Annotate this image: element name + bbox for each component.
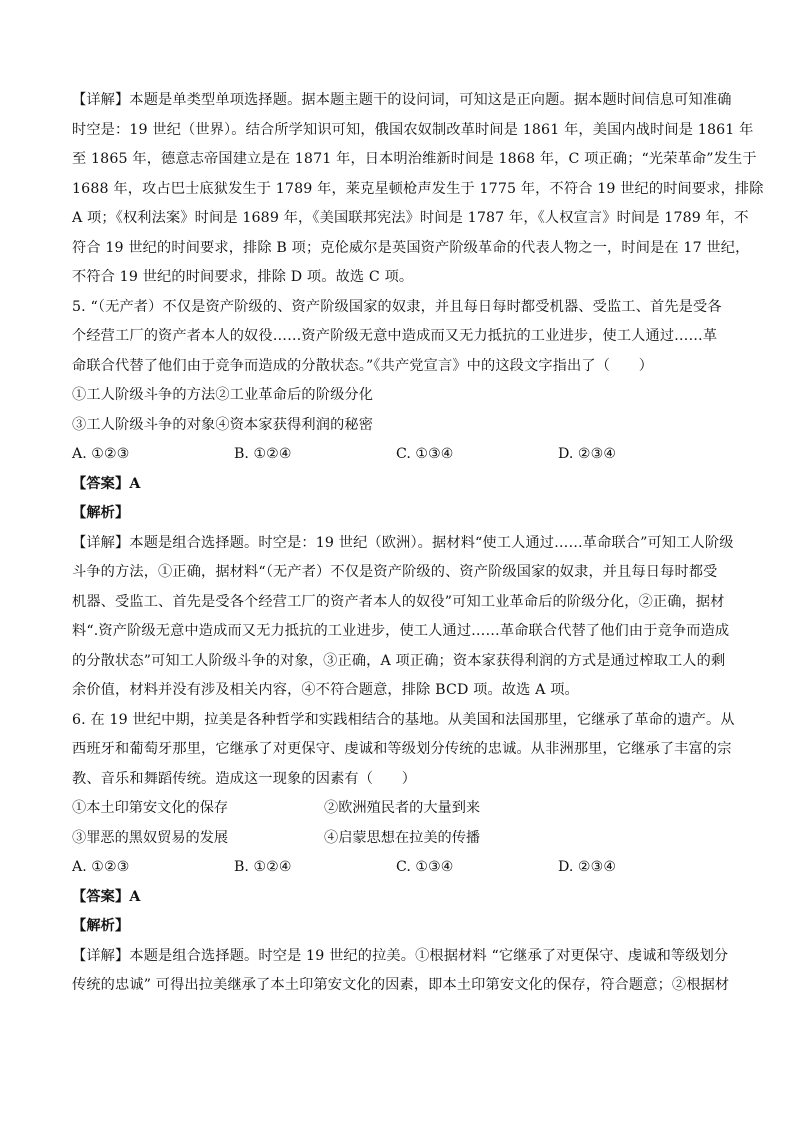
q5-explain-line: 料“.资产阶级无意中造成而又无力抵抗的工业进步，使工人通过……革命联合代替了他们由于竞争而造成 [72, 623, 730, 639]
q5-option-a: A. ①②③ [72, 446, 130, 462]
q6-option-c: C. ①③④ [396, 859, 454, 875]
q5-item-line: ③工人阶级斗争的对象④资本家获得利润的秘密 [72, 416, 374, 433]
q4-explain-line: 不符合 19 世纪的时间要求，排除 D 项。故选 C 项。 [72, 269, 414, 285]
q6-stem-line: 西班牙和葡萄牙那里，它继承了对更保守、虔诚和等级划分传统的忠诚。从非洲那里，它继承了丰富的宗 [72, 741, 732, 757]
q5-option-c: C. ①③④ [396, 446, 454, 462]
q6-options [72, 853, 724, 883]
q4-explain-line: 符合 19 世纪的时间要求，排除 B 项；克伦威尔是英国资产阶级革命的代表人物之一，时间是在 17 世纪， [72, 239, 750, 256]
q4-explain-line: A 项；《权利法案》时间是 1689 年，《美国联邦宪法》时间是 1787 年，《人权宣言》时间是 1789 年，不 [72, 210, 749, 226]
q5-explain-line: 余价值，材料并没有涉及相关内容，④不符合题意，排除 BCD 项。故选 A 项。 [72, 682, 579, 698]
q6-stem-line: 6. 在 19 世纪中期，拉美是各种哲学和实践相结合的基地。从美国和法国那里，它继承了革命的遗产。从 [72, 711, 735, 728]
q5-explain-line: 的分散状态”可知工人阶级斗争的对象，③正确，A 项正确；资本家获得利润的方式是通过榨取工人的剩 [72, 652, 726, 669]
q6-items-row [72, 824, 724, 854]
q6-items-row [72, 794, 724, 824]
q5-explain-line: 机器、受监工、首先是受各个经营工厂的资产者本人的奴役”可知工业革命后的阶级分化，②正确，据材 [72, 593, 725, 610]
q6-explain-line: 传统的忠诚” 可得出拉美继承了本土印第安文化的因素，即本土印第安文化的保存，符合题意；②根据材 [72, 977, 730, 993]
q5-answer: 【答案】A [72, 475, 141, 492]
q6-item: ④启蒙思想在拉美的传播 [324, 829, 481, 846]
q6-option-d: D. ②③④ [558, 859, 617, 875]
q5-explain-line: 斗争的方法，①正确，据材料“（无产者）不仅是资产阶级的、资产阶级国家的奴隶，并且每日每时都受 [72, 564, 718, 580]
q5-stem-line: 命联合代替了他们由于竞争而造成的分散状态。”《共产党宣言》中的这段文字指出了（ ） [72, 357, 654, 374]
q5-options [72, 440, 724, 470]
q5-option-d: D. ②③④ [558, 446, 617, 462]
q4-explain-line: 1688 年，攻占巴士底狱发生于 1789 年，莱克星顿枪声发生于 1775 年，不符合 19 世纪的时间要求，排除 [72, 180, 764, 197]
q5-stem-line: 5. “（无产者）不仅是资产阶级的、资产阶级国家的奴隶，并且每日每时都受机器、受监工、首先是受各 [72, 298, 722, 315]
q6-option-b: B. ①②④ [234, 859, 292, 875]
q5-explain-line: 【详解】本题是组合选择题。时空是：19 世纪（欧洲）。据材料“使工人通过……革命联合”可知工人阶级 [72, 534, 734, 551]
document-page [72, 86, 764, 1001]
q5-option-b: B. ①②④ [234, 446, 292, 462]
q6-item: ③罪恶的黑奴贸易的发展 [72, 829, 229, 846]
q4-explain-line: 【详解】本题是单类型单项选择题。据本题主题干的设问词，可知这是正向题。据本题时间信息可知准确 [72, 92, 732, 108]
q6-stem-line: 教、音乐和舞蹈传统。造成这一现象的因素有（ ） [72, 770, 417, 787]
q6-answer: 【答案】A [72, 888, 141, 905]
q6-option-a: A. ①②③ [72, 859, 130, 875]
q4-explain-line: 时空是：19 世纪（世界）。结合所学知识可知，俄国农奴制改革时间是 1861 年，美国内战时间是 1861 年 [72, 121, 754, 138]
q5-stem-line: 个经营工厂的资产者本人的奴役……资产阶级无意中造成而又无力抵抗的工业进步，使工人通过……革 [72, 328, 718, 344]
q6-item: ①本土印第安文化的保存 [72, 800, 229, 816]
q6-item: ②欧洲殖民者的大量到来 [324, 800, 481, 816]
q5-item-line: ①工人阶级斗争的方法②工业革命后的阶级分化 [72, 387, 374, 403]
q6-explain-line: 【详解】本题是组合选择题。时空是 19 世纪的拉美。①根据材料 “它继承了对更保守、虔诚和等级划分 [72, 947, 729, 964]
q6-analysis-heading: 【解析】 [72, 918, 130, 934]
q4-explain-line: 至 1865 年，德意志帝国建立是在 1871 年，日本明治维新时间是 1868 年，C 项正确；“光荣革命”发生于 [72, 151, 757, 167]
q5-analysis-heading: 【解析】 [72, 505, 130, 521]
